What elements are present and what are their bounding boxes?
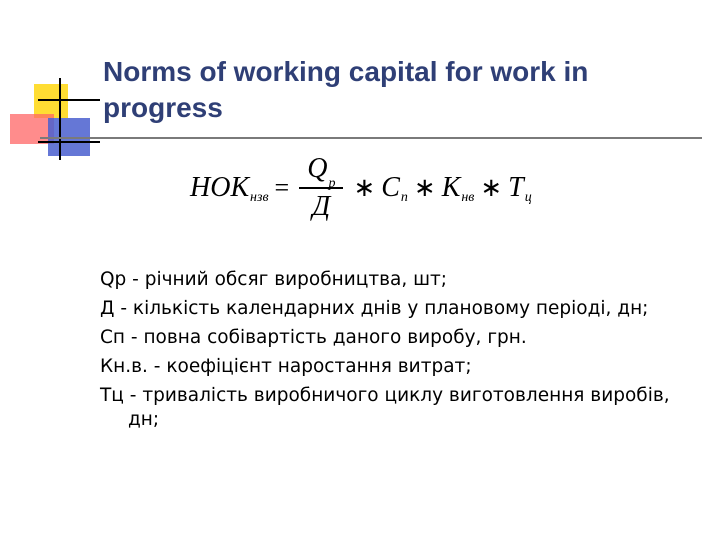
formula-multiply-2: ∗ xyxy=(413,173,436,202)
slide-title: Norms of working capital for work in progress xyxy=(103,56,589,123)
formula-factor-2-subscript: нв xyxy=(461,190,475,205)
denominator-symbol: Д xyxy=(312,190,331,222)
formula xyxy=(190,148,532,228)
definition-d: Д - кількість календарних днів у плановому періоді, дн; xyxy=(100,298,649,319)
fraction-bar xyxy=(299,187,343,189)
red-square xyxy=(10,114,54,144)
definition-sp: Сп - повна собівартість даного виробу, грн. xyxy=(100,327,527,348)
definition-qr: Qр - річний обсяг виробництва, шт; xyxy=(100,269,448,290)
numerator-subscript: р xyxy=(328,176,336,192)
slide-corner-decoration xyxy=(0,0,110,170)
definition-knv: Кн.в. - коефіцієнт наростання витрат; xyxy=(100,356,472,377)
formula-multiply-1: ∗ xyxy=(353,173,376,202)
formula-equals: = xyxy=(274,173,290,202)
formula-multiply-3: ∗ xyxy=(480,173,503,202)
formula-factor-3-subscript: ц xyxy=(524,190,532,205)
numerator-symbol: Q xyxy=(307,153,328,185)
definitions-list xyxy=(100,268,700,437)
formula-lhs-subscript: нзв xyxy=(250,190,269,205)
title-divider xyxy=(40,137,702,139)
formula-fraction xyxy=(299,153,343,223)
definition-tc: Тц - тривалість виробничого циклу виготовлення виробів, дн; xyxy=(100,385,670,430)
fraction-denominator xyxy=(304,191,338,223)
formula-factor-3: Т xyxy=(508,172,524,203)
formula-factor-2: К xyxy=(441,172,461,203)
fraction-numerator xyxy=(299,153,343,192)
formula-factor-1-subscript: п xyxy=(400,190,408,205)
formula-lhs: НОК xyxy=(190,172,250,203)
formula-factor-1: С xyxy=(381,172,400,203)
